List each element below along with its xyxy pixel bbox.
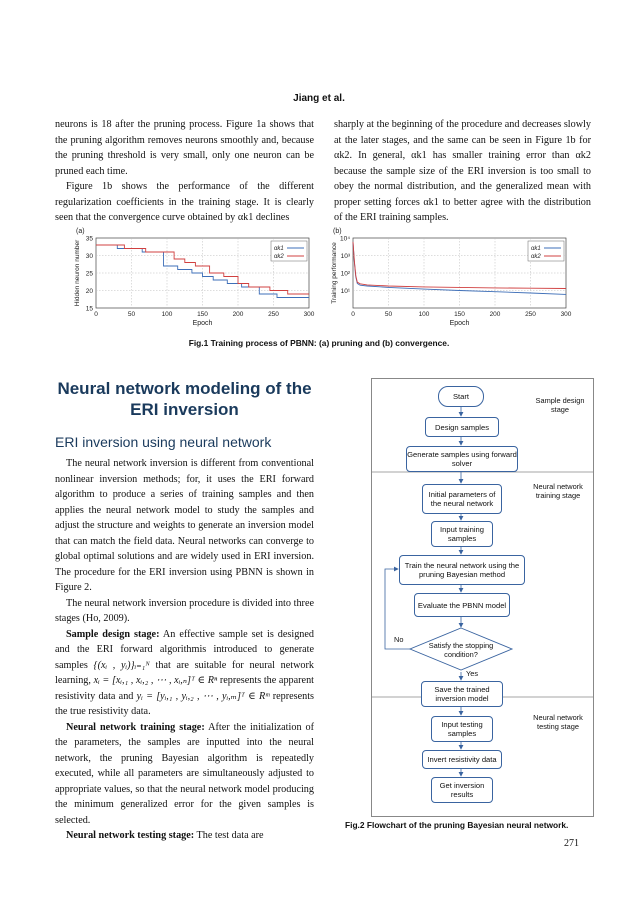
body-p2: The neural network inversion procedure is divided into three stages (Ho, 2009). <box>55 597 314 624</box>
body-p3-a: An effective sample set is designed and the ERI forward algorithmis introduced to generate samples <box>55 628 315 671</box>
chart-b <box>331 228 572 327</box>
x-axis-label: Epoch <box>449 320 470 327</box>
flow-no-label: No <box>394 635 404 644</box>
chart-a <box>74 228 315 327</box>
intro-left-p1: neurons is 18 after the pruning process. Figure 1a shows that the pruning algorithm removes neurons smoothly and, because the pruning threshold is very small, only one neuron can be pruned each time. <box>55 119 314 177</box>
legend-label: αk1 <box>274 246 284 252</box>
x-tick-label: 150 <box>454 311 465 318</box>
body-p5-text: The test data are <box>196 830 264 841</box>
flow-input-training: Input training samples <box>431 521 493 547</box>
y-tick-label: 20 <box>85 287 93 295</box>
math-samples: {(xᵢ , yᵢ)}ᵢ₌₁ᴺ <box>93 659 150 671</box>
body-p4-text: After the initialization of the parameters, the samples are inputted into the neural network, the pruning Bayesian algorithm is repeatedly executed, while all parameters are simultaneously adjusted to appropriate values, so that the neural network model producing the minimum generalized error for the given samples is selected. <box>55 721 315 826</box>
legend-label: αk1 <box>531 246 541 252</box>
flow-generate-samples: Generate samples using forward solver <box>406 446 518 472</box>
figure-1 <box>60 226 590 336</box>
x-tick-label: 0 <box>351 311 355 318</box>
body-p3 <box>55 627 314 720</box>
y-tick-label: 25 <box>85 270 93 278</box>
flow-start: Start <box>438 386 484 407</box>
testing-stage-lead: Neural network testing stage: <box>66 830 195 841</box>
intro-left-column <box>55 117 314 226</box>
flow-decision-text: Satisfy the stopping condition? <box>428 641 494 659</box>
y-axis-label: Hidden neuron number <box>74 239 81 307</box>
x-tick-label: 100 <box>418 311 430 318</box>
x-tick-label: 200 <box>489 311 501 318</box>
y-tick-label: 10⁴ <box>339 235 350 243</box>
panel-label: (b) <box>333 228 342 235</box>
math-x: xᵢ = [xᵢ,₁ , xᵢ,₂ , ⋯ , xᵢ,ₙ]ᵀ ∈ Rⁿ <box>93 675 218 686</box>
stage-label-testing: Neural network testing stage <box>533 713 583 731</box>
x-tick-label: 300 <box>560 311 572 318</box>
legend-label: αk2 <box>274 254 284 260</box>
x-tick-label: 0 <box>94 311 98 318</box>
body-left-column <box>55 456 314 844</box>
flow-init-params: Initial parameters of the neural network <box>422 484 502 514</box>
flow-train: Train the neural network using the pruning Bayesian method <box>399 555 525 585</box>
x-tick-label: 50 <box>384 311 393 318</box>
flow-get-results: Get inversion results <box>431 777 493 803</box>
figure-2-frame <box>371 378 594 817</box>
legend-label: αk2 <box>531 254 541 260</box>
subsection-title: ERI inversion using neural network <box>55 434 272 450</box>
panel-label: (a) <box>76 228 85 235</box>
fig2-caption: Fig.2 Flowchart of the pruning Bayesian neural network. <box>345 820 569 830</box>
body-p1: The neural network inversion is different from conventional nonlinear inversion methods; for, it uses the ERI forward algorithm to produce a series of training samples and then applies the neural network model to study the samples and adjust the structure and weights to generate an inversion model that can match the field data. Neural networks can converge to global optimal solutions and are widely used in ERI inversion. The procedure for the ERI inversion using PBNN is shown in Figure 2. <box>55 458 314 593</box>
flow-save-model: Save the trained inversion model <box>421 681 503 707</box>
y-tick-label: 35 <box>85 235 93 243</box>
y-tick-label: 10³ <box>340 252 350 260</box>
running-header: Jiang et al. <box>293 93 345 104</box>
intro-right-column <box>334 117 591 226</box>
x-tick-label: 300 <box>303 311 315 318</box>
flow-input-testing: Input testing samples <box>431 716 493 742</box>
flow-invert: Invert resistivity data <box>422 750 502 769</box>
x-tick-label: 200 <box>232 311 244 318</box>
y-tick-label: 10² <box>340 270 350 278</box>
flow-evaluate: Evaluate the PBNN model <box>414 593 510 617</box>
x-tick-label: 250 <box>268 311 279 318</box>
y-axis-label: Training performance <box>331 242 338 304</box>
sample-stage-lead: Sample design stage: <box>66 628 160 640</box>
y-tick-label: 15 <box>85 305 93 313</box>
y-tick-label: 30 <box>85 252 93 260</box>
x-axis-label: Epoch <box>192 320 213 327</box>
x-tick-label: 50 <box>127 311 136 318</box>
intro-right-p1: sharply at the beginning of the procedure and decreases slowly at the later stages, and the same can be seen in Figure 1b for αk2. In general, αk1 has smaller training error than αk2 because the sample size of the ERI inversion is too small to obey the normal distribution, and the generalized mean with proper setting forces αk1 to better agree with the distribution of the ERI training samples. <box>334 119 591 223</box>
flow-design-samples: Design samples <box>425 417 499 437</box>
flow-yes-label: Yes <box>466 669 479 678</box>
body-p5 <box>55 828 314 844</box>
stage-label-training: Neural network training stage <box>533 482 583 500</box>
fig1-caption: Fig.1 Training process of PBNN: (a) pruning and (b) convergence. <box>188 338 450 348</box>
training-stage-lead: Neural network training stage: <box>66 721 205 733</box>
section-title: Neural network modeling of the ERI inversion <box>57 379 312 419</box>
intro-left-p2: Figure 1b shows the performance of the different regularization coefficients in the training stage. It is clearly seen that the convergence curve obtained by αk1 declines <box>55 181 314 223</box>
x-tick-label: 150 <box>197 311 208 318</box>
body-p3-b: that are suitable for neural network learning, <box>55 659 315 686</box>
x-tick-label: 250 <box>525 311 536 318</box>
page-number: 271 <box>564 838 579 849</box>
body-p3-d: represents the true resistivity data. <box>55 690 314 717</box>
x-tick-label: 100 <box>161 311 173 318</box>
y-tick-label: 10¹ <box>340 287 350 295</box>
body-p4 <box>55 720 314 829</box>
math-y: yᵢ = [yᵢ,₁ , yᵢ,₂ , ⋯ , yᵢ,ₘ]ᵀ ∈ Rᵐ <box>136 690 270 702</box>
stage-label-sample: Sample design stage <box>535 396 585 414</box>
body-p3-c: represents the apparent resistivity data and <box>55 675 315 702</box>
